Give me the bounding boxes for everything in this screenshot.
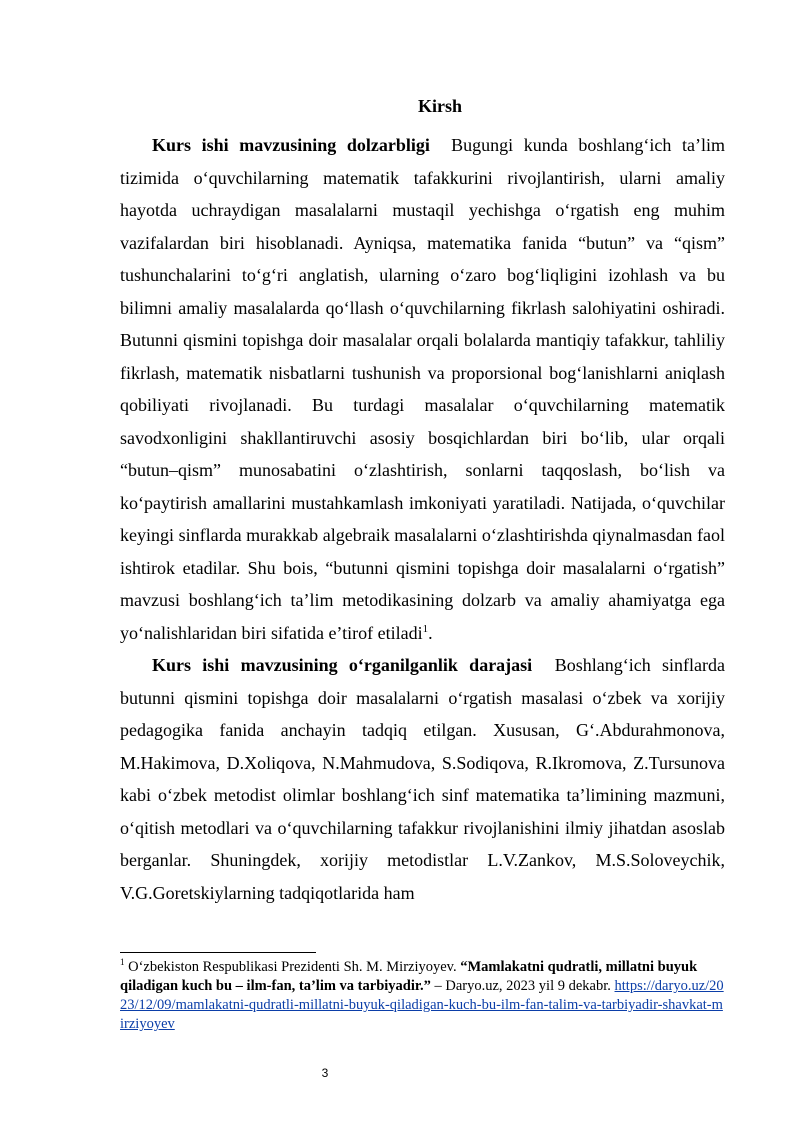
paragraph-lead: Kurs ishi mavzusining dolzarbligi xyxy=(152,135,430,155)
body-text xyxy=(120,129,725,909)
footnote-link[interactable]: https://daryo.uz/2023/12/09/mamlakatni-qudratli-millatni-buyuk-qiladigan-kuch-bu-ilm-fan-talim-va-tarbiyadir-shavkat-mirziyoyev xyxy=(120,978,724,1032)
paragraph-lead: Kurs ishi mavzusining o‘rganilganlik darajasi xyxy=(152,655,533,675)
page-number: 3 xyxy=(321,1066,329,1080)
paragraph-relevance xyxy=(120,129,725,649)
paragraph-text: Boshlang‘ich sinflarda butunni qismini topishga doir masalalarni o‘rgatish masalasi o‘zbek va xorijiy pedagogika fanida anchayin tadqiq etilgan. Xususan, G‘.Abdurahmonova, M.Hakimova, D.Xoliqova, N.Mahmudova, S.Sodiqova, R.Ikromova, Z.Tursunova kabi o‘zbek metodist olimlar boshlang‘ich sinf matematika ta’limining mazmuni, o‘qitish metodlari va o‘quvchilarning tafakkur rivojlanishini ilmiy jihatdan asoslab berganlar. Shuningdek, xorijiy metodistlar L.V.Zankov, M.S.Soloveychik, V.G.Goretskiylarning tadqiqotlarida ham xyxy=(120,655,725,903)
footnote-separator xyxy=(120,952,316,953)
section-heading: Kirsh xyxy=(417,96,462,116)
footnote-title: “Mamlakatni qudratli, millatni buyuk qiladigan kuch bu – ilm-fan, ta’lim va tarbiyadir.” xyxy=(120,959,698,994)
footnote-reference[interactable]: 1 xyxy=(422,622,429,635)
footnote-source: – Daryo.uz, 2023 yil 9 dekabr. xyxy=(434,978,611,994)
paragraph-text: Bugungi kunda boshlang‘ich ta’lim tizimida o‘quvchilarning matematik tafakkurini rivojlantirish, ularni amaliy hayotda uchraydigan masalalarni mustaqil yechishga o‘rgatish eng muhim vazifalardan biri hisoblanadi. Ayniqsa, matematika fanida “butun” va “qism” tushunchalarini to‘g‘ri anglatish, ularning o‘zaro bog‘liqligini izohlash va bu bilimni amaliy masalalarda qo‘llash o‘quvchilarning fikrlash salohiyatini oshiradi. Butunni qismini topishga doir masalalar orqali bolalarda mantiqiy tafakkur, tahliliy fikrlash, matematik nisbatlarni tushunish va proporsional bog‘lanishlarni aniqlash qobiliyati rivojlanadi. Bu turdagi masalalar o‘quvchilarning matematik savodxonligini shakllantiruvchi asosiy bosqichlardan biri bo‘lib, ular orqali “butun–qism” munosabatini o‘zlashtirish, sonlarni taqqoslash, bo‘lish va ko‘paytirish amallarini mustahkamlash imkoniyati yaratiladi. Natijada, o‘quvchilar keyingi sinflarda murakkab algebraik masalalarni o‘zlashtirishda qiynalmasdan faol ishtirok etadilar. Shu bois, “butunni qismini topishga doir masalalarni o‘rgatish” mavzusi boshlang‘ich ta’lim metodikasining dolzarb va amaliy ahamiyatga ega yo‘nalishlaridan biri sifatida e’tirof etiladi xyxy=(120,135,725,643)
footnote xyxy=(120,958,725,1034)
footnote-prefix: O‘zbekiston Respublikasi Prezidenti Sh. M. Mirziyoyev. xyxy=(128,959,457,975)
footnote-marker: 1 xyxy=(120,957,125,968)
paragraph-study-level xyxy=(120,649,725,909)
paragraph-end: . xyxy=(428,622,433,643)
